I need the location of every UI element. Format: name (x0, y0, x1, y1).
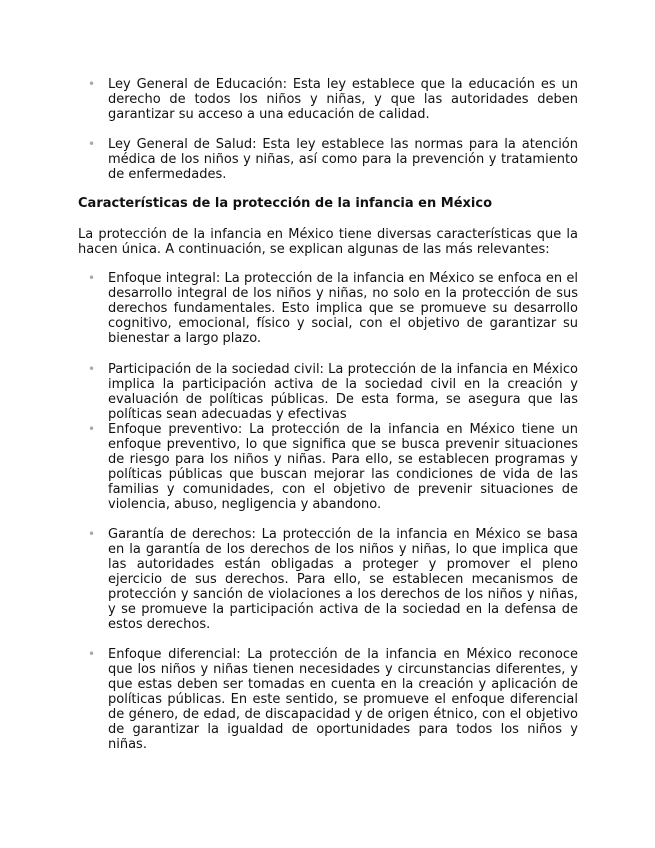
list-item-enfoque-integral: • Enfoque integral: La protección de la infancia en México se enfoca en el desarrollo integral de los niños y niñas, no solo en la protección de sus derechos fundamentales. Esto implica que se promueve su desarrollo cognitivo, emocional, físico y social, con el objetivo de garantizar su bienestar a largo plazo. (108, 271, 578, 346)
list-item-participacion: • Participación de la sociedad civil: La protección de la infancia en México implica la participación activa de la sociedad civil en la creación y evaluación de políticas públicas. De esta forma, se asegura que las políticas sean adecuadas y efectivas (108, 362, 578, 422)
list-item-ley-salud: • Ley General de Salud: Esta ley establece las normas para la atención médica de los niños y niñas, así como para la prevención y tratamiento de enfermedades. (108, 137, 578, 182)
section-heading: Características de la protección de la infancia en México (78, 196, 493, 211)
list-item-garantia-derechos: • Garantía de derechos: La protección de la infancia en México se basa en la garantía de los derechos de los niños y niñas, lo que implica que las autoridades están obligadas a proteger y promover el pleno ejercicio de sus derechos. Para ello, se establecen mecanismos de protección y sanción de violaciones a los derechos de los niños y niñas, y se promueve la participación activa de la sociedad en la defensa de estos derechos. (108, 527, 578, 632)
list-item-enfoque-diferencial: • Enfoque diferencial: La protección de la infancia en México reconoce que los niños y niñas tienen necesidades y circunstancias diferentes, y que estas deben ser tomadas en cuenta en la creación y aplicación de políticas públicas. En este sentido, se promueve el enfoque diferencial de género, de edad, de discapacidad y de origen étnico, con el objetivo de garantizar la igualdad de oportunidades para todos los niños y niñas. (108, 647, 578, 752)
list-item-ley-educacion: • Ley General de Educación: Esta ley establece que la educación es un derecho de todos los niños y niñas, y que las autoridades deben garantizar su acceso a una educación de calidad. (108, 77, 578, 122)
section-intro: La protección de la infancia en México tiene diversas características que la hacen única. A continuación, se explican algunas de las más relevantes: (78, 227, 578, 257)
list-item-enfoque-preventivo: • Enfoque preventivo: La protección de la infancia en México tiene un enfoque preventivo, lo que significa que se busca prevenir situaciones de riesgo para los niños y niñas. Para ello, se establecen programas y políticas públicas que buscan mejorar las condiciones de vida de las familias y comunidades, con el objetivo de prevenir situaciones de violencia, abuso, negligencia y abandono. (108, 422, 578, 512)
